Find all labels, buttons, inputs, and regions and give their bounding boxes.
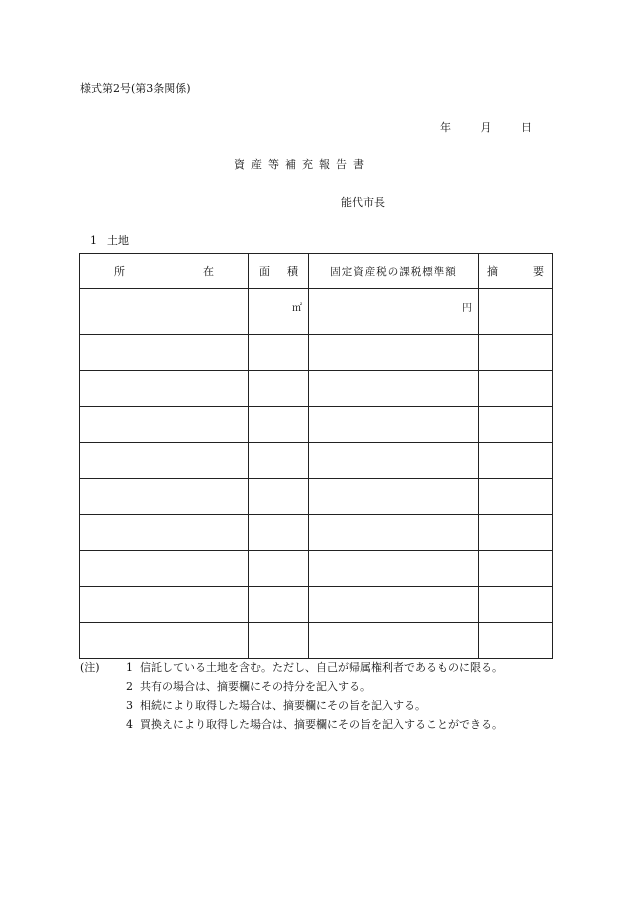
note-text: 共有の場合は、摘要欄にその持分を記入する。 [140,680,371,693]
location-cell[interactable] [80,371,249,407]
section-heading [90,232,129,248]
note-number: 3 [126,699,133,712]
value-cell[interactable] [309,551,479,587]
value-cell[interactable] [309,479,479,515]
note-text: 相続により取得した場合は、摘要欄にその旨を記入する。 [140,699,426,712]
header-area-char1: 面 [259,265,270,278]
location-cell[interactable] [80,407,249,443]
value-cell[interactable] [309,587,479,623]
notes-label: (注) [80,661,100,674]
table-row [80,371,553,407]
date-line [440,119,532,135]
remarks-cell[interactable] [479,587,553,623]
table-row [80,623,553,659]
table-row [80,443,553,479]
location-cell[interactable] [80,479,249,515]
location-cell[interactable] [80,587,249,623]
area-cell[interactable] [249,371,309,407]
area-cell[interactable] [249,479,309,515]
value-cell[interactable] [309,443,479,479]
note-item [80,658,503,677]
table-row [80,587,553,623]
notes [80,658,503,734]
remarks-cell[interactable] [479,515,553,551]
note-text: 買換えにより取得した場合は、摘要欄にその旨を記入することができる。 [140,718,503,731]
value-cell[interactable] [309,371,479,407]
form-number: 様式第2号(第3条関係) [80,82,191,95]
area-cell[interactable] [249,587,309,623]
area-cell[interactable] [249,515,309,551]
location-cell[interactable] [80,443,249,479]
remarks-cell[interactable] [479,335,553,371]
header-remarks-char1: 摘 [487,265,498,278]
area-cell[interactable] [249,335,309,371]
date-year-label: 年 [440,121,451,134]
area-cell[interactable] [249,623,309,659]
note-item [80,715,503,734]
header-location-char2: 在 [203,265,214,278]
table-header-row [80,254,553,289]
area-unit: ㎡ [292,303,302,314]
remarks-cell[interactable] [479,479,553,515]
location-cell[interactable] [80,623,249,659]
header-remarks [479,254,553,289]
header-assessed-value: 固定資産税の課税標準額 [309,254,479,289]
table-row [80,335,553,371]
document-title: 資産等補充報告書 [234,158,370,171]
area-cell[interactable] [249,551,309,587]
land-table [79,253,553,659]
table-row [80,551,553,587]
value-cell[interactable] [309,515,479,551]
note-number: 1 [126,661,133,674]
remarks-cell[interactable] [479,289,553,335]
note-text: 信託している土地を含む。ただし、自己が帰属権利者であるものに限る。 [140,661,503,674]
value-cell[interactable] [309,335,479,371]
date-month-label: 月 [480,121,492,134]
section-number: 1 [90,234,97,247]
table-row [80,479,553,515]
location-cell[interactable] [80,335,249,371]
section-title: 土地 [107,234,129,247]
yen-unit: 円 [462,303,472,314]
remarks-cell[interactable] [479,371,553,407]
header-remarks-char2: 要 [533,265,544,278]
table-row [80,407,553,443]
remarks-cell[interactable] [479,407,553,443]
location-cell[interactable] [80,551,249,587]
remarks-cell[interactable] [479,443,553,479]
value-cell[interactable] [309,623,479,659]
note-item [80,696,503,715]
addressee: 能代市長 [341,196,385,209]
location-cell[interactable] [80,515,249,551]
note-number: 4 [126,718,133,731]
note-item [80,677,503,696]
header-location-char1: 所 [114,265,125,278]
header-area-char2: 積 [287,265,298,278]
area-cell[interactable] [249,289,309,335]
remarks-cell[interactable] [479,623,553,659]
date-day-label: 日 [521,121,532,134]
value-cell[interactable] [309,289,479,335]
location-cell[interactable] [80,289,249,335]
header-area [249,254,309,289]
area-cell[interactable] [249,443,309,479]
area-cell[interactable] [249,407,309,443]
value-cell[interactable] [309,407,479,443]
header-location [80,254,249,289]
table-row [80,289,553,335]
table-row [80,515,553,551]
note-number: 2 [126,680,133,693]
remarks-cell[interactable] [479,551,553,587]
